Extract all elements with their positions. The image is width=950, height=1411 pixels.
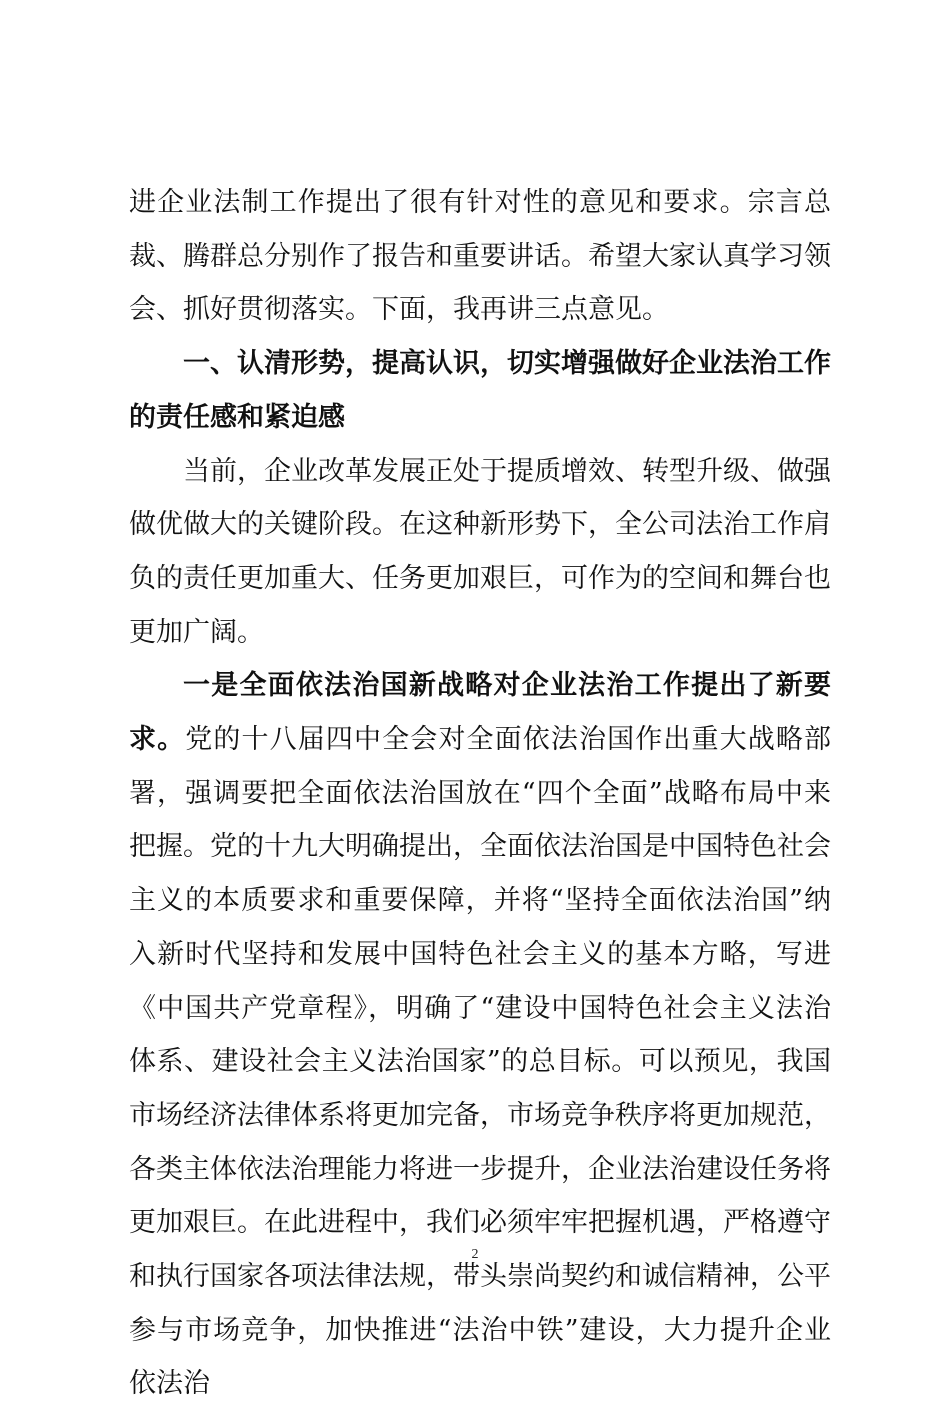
paragraph-opening: 进企业法制工作提出了很有针对性的意见和要求。宗言总裁、腾群总分别作了报告和重要讲话。希望大家认真学习领会、抓好贯彻落实。下面，我再讲三点意见。 <box>129 187 831 326</box>
paragraph-situation: 当前，企业改革发展正处于提质增效、转型升级、做强做优做大的关键阶段。在这种新形势下，全公司法治工作肩负的责任更加重大、任务更加艰巨，可作为的空间和舞台也更加广阔。 <box>129 455 831 648</box>
point-one-lead: 一是全面依法治国新战略对企业法治工作提出了新要求。 <box>129 670 831 756</box>
document-body <box>129 176 831 1411</box>
section-heading: 一、认清形势，提高认识，切实增强做好企业法治工作的责任感和紧迫感 <box>129 348 831 433</box>
paragraph-point-one <box>129 659 831 1411</box>
point-one-body: 党的十八届四中全会对全面依法治国作出重大战略部署，强调要把全面依法治国放在“四个全面”战略布局中来把握。党的十九大明确提出，全面依法治国是中国特色社会主义的本质要求和重要保障，并将“坚持全面依法治国”纳入新时代坚持和发展中国特色社会主义的基本方略，写进《中国共产党章程》，明确了“建设中国特色社会主义法治体系、建设社会主义法治国家”的总目标。可以预见，我国市场经济法律体系将更加完备，市场竞争秩序将更加规范，各类主体依法治理能力将进一步提升，企业法治建设任务将更加艰巨。在此进程中，我们必须牢牢把握机遇，严格遵守和执行国家各项法律法规，带头崇尚契约和诚信精神，公平参与市场竞争，加快推进“法治中铁”建设，大力提升企业依法治 <box>129 724 831 1400</box>
page-number: 2 <box>471 1247 479 1262</box>
